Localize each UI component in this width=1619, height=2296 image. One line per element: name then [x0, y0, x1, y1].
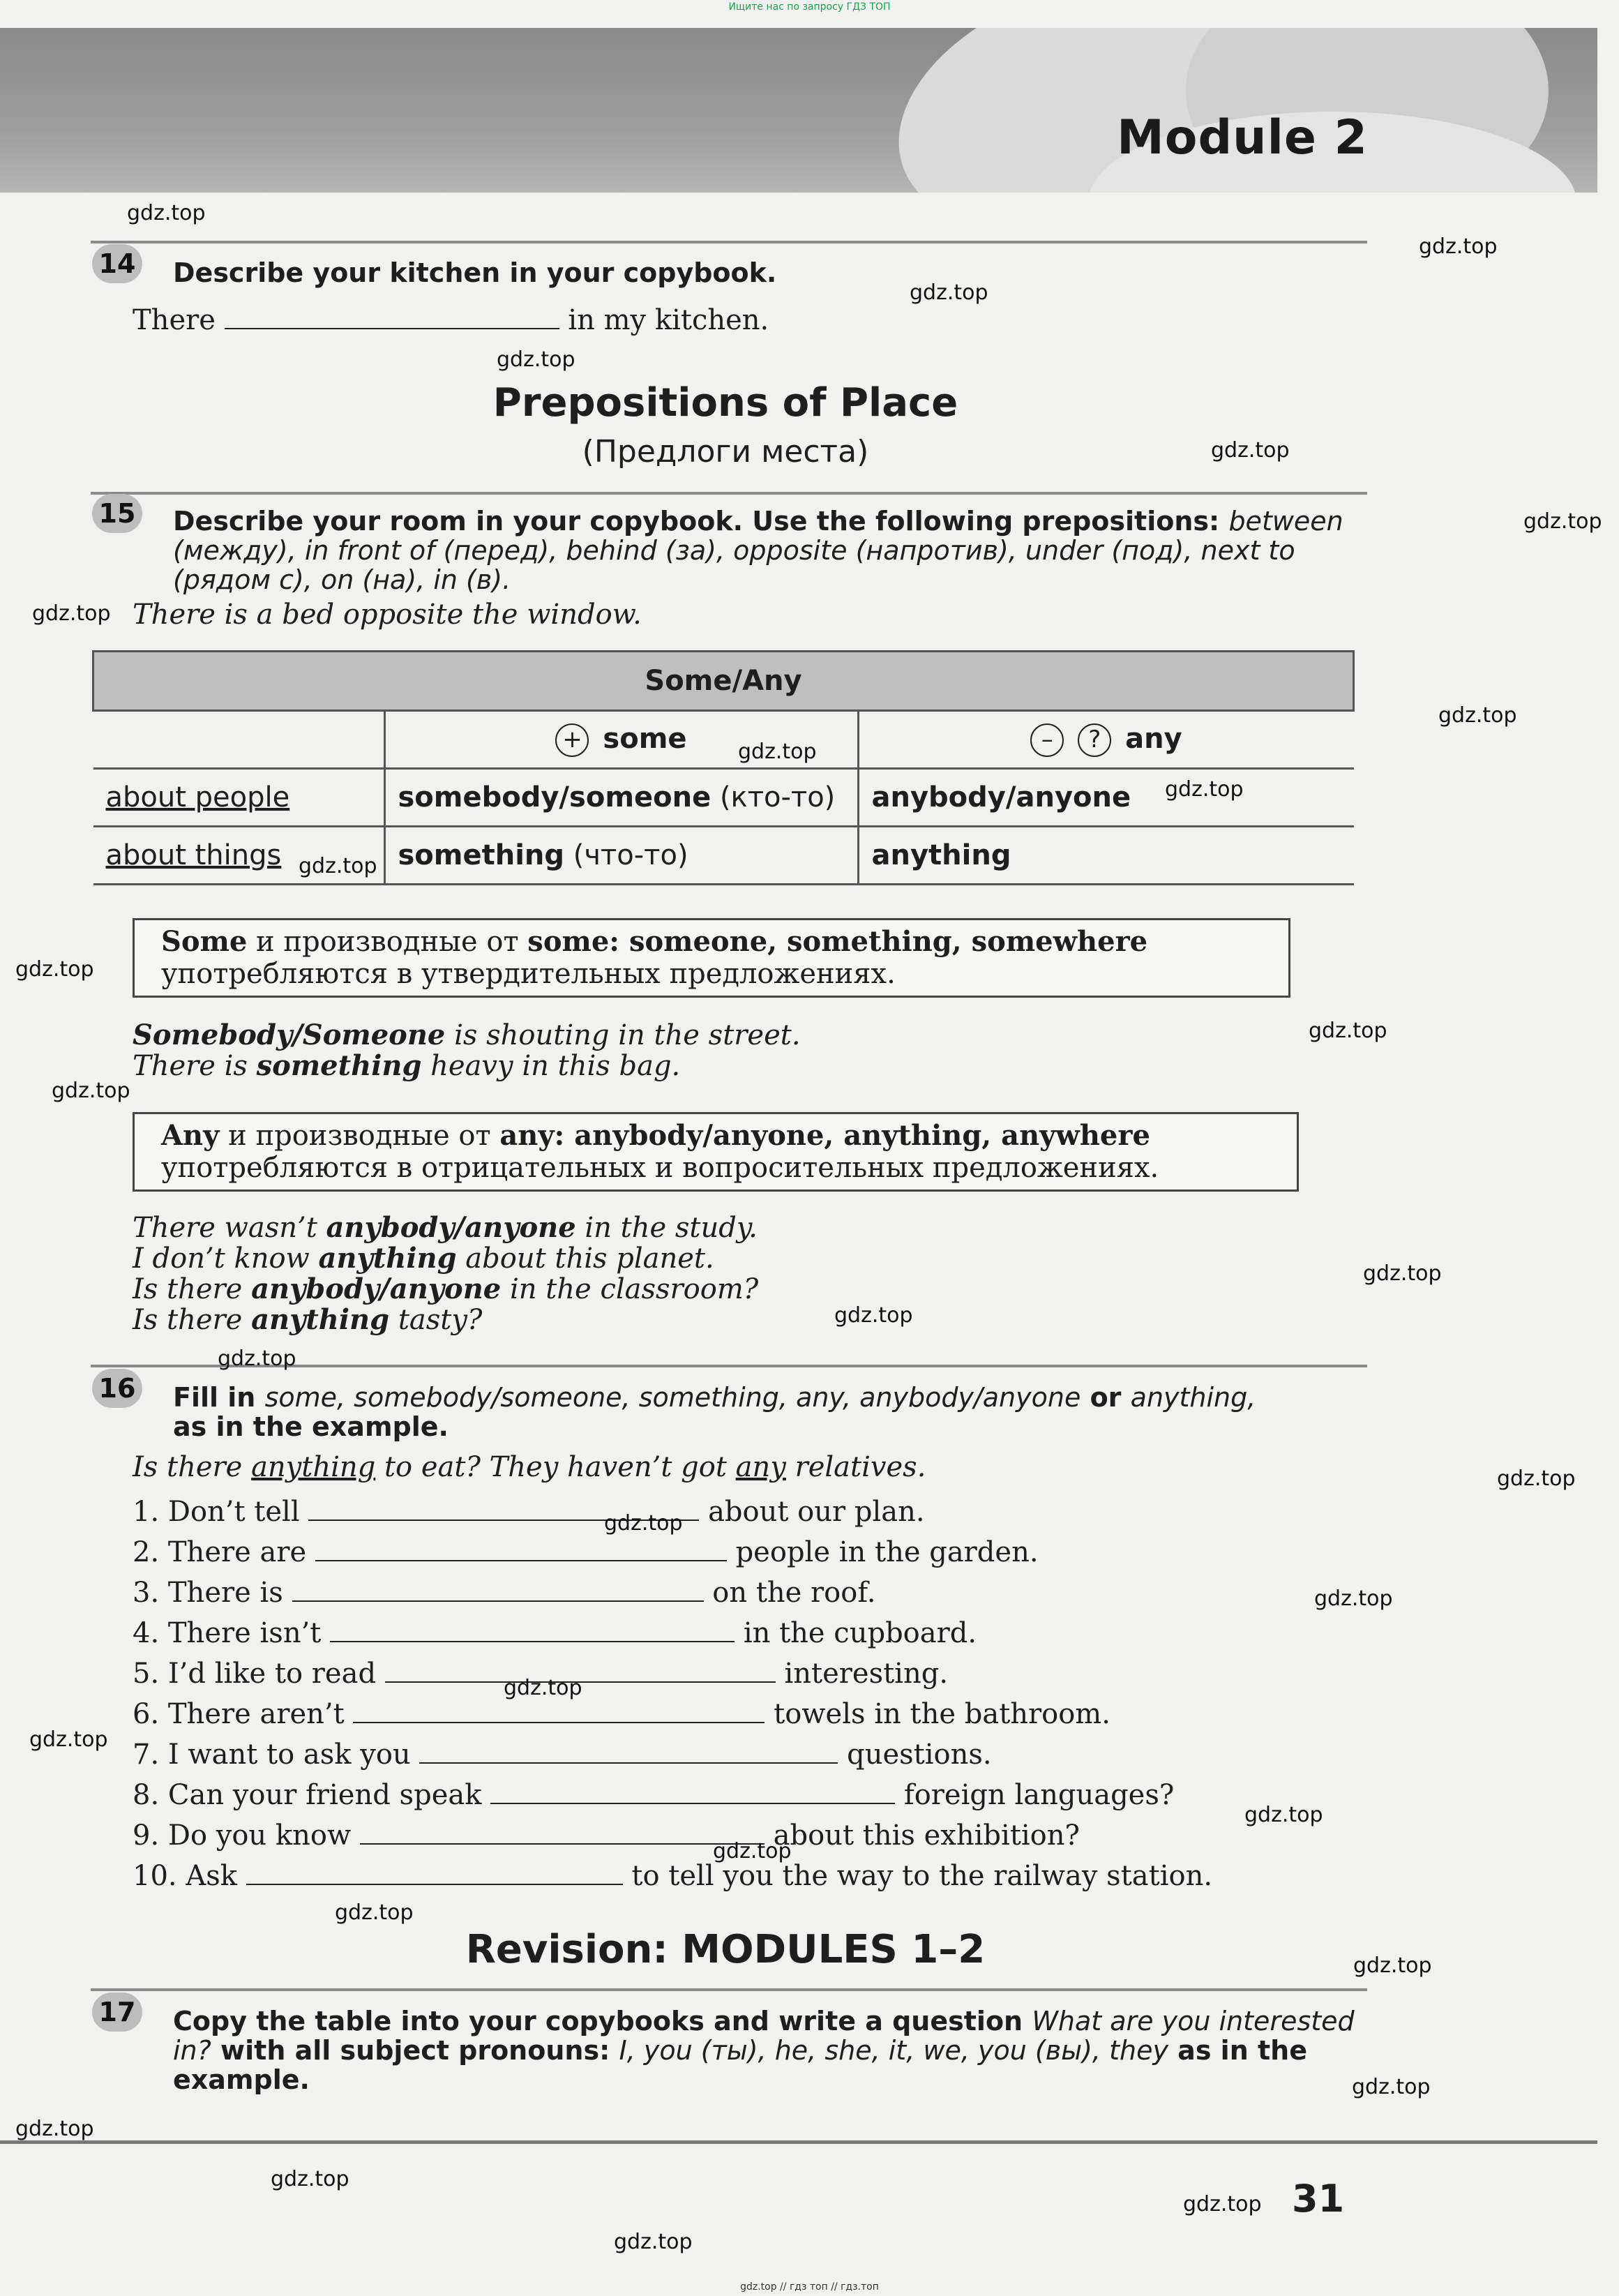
rule-box-any: [133, 1112, 1299, 1192]
minus-icon: –: [1030, 723, 1064, 757]
rule-some-forms: some: someone, something, somewhere: [527, 925, 1148, 958]
list-item: 1. Don’t tell about our plan.: [133, 1496, 925, 1528]
table-corner-cell: [93, 711, 385, 769]
watermark: gdz.top: [1438, 703, 1517, 728]
list-item: 8. Can your friend speak foreign languages?: [133, 1779, 1175, 1811]
list-item: 9. Do you know about this exhibition?: [133, 1819, 1080, 1852]
top-site-note: Ищите нас по запросу ГДЗ ТОП: [728, 1, 891, 13]
watermark: gdz.top: [1419, 234, 1498, 259]
some-cell: [384, 769, 858, 827]
question-icon: ?: [1078, 723, 1111, 757]
table-header-any: [858, 711, 1354, 769]
any-examples: [133, 1213, 758, 1335]
exercise-14-instruction: Describe your kitchen in your copybook.: [173, 257, 777, 288]
watermark: gdz.top: [15, 957, 94, 982]
list-item: 5. I’d like to read interesting.: [133, 1658, 949, 1690]
watermark: gdz.top: [497, 347, 575, 372]
page-number: 31: [1292, 2177, 1345, 2221]
watermark: gdz.top: [127, 201, 206, 225]
rule-some-usage: употребляются в утвердительных предложениях.: [161, 958, 896, 990]
rule-any-text: и производные от: [219, 1120, 500, 1152]
watermark: gdz.top: [1363, 1261, 1442, 1286]
watermark: gdz.top: [1523, 509, 1602, 534]
list-item: 7. I want to ask you questions.: [133, 1739, 992, 1771]
watermark: gdz.top: [218, 1346, 296, 1371]
watermark: gdz.top: [738, 740, 817, 764]
column-any-label: any: [1125, 722, 1182, 755]
rule-any-keyword: Any: [161, 1119, 220, 1152]
exercise-17-instruction: Copy the table into your copybooks and write a question What are you interested in? with all subject pronouns: I, you (ты), he, she, it, we, you (вы), they as in the example.: [173, 2006, 1355, 2095]
example-line: I don’t know anything about this planet.: [133, 1242, 714, 1275]
exercise-number-14: 14: [92, 244, 142, 283]
answer-blank[interactable]: [330, 1617, 735, 1642]
exercise-14-line: [133, 304, 769, 336]
example-line: There wasn’t anybody/anyone in the study.: [133, 1211, 758, 1244]
any-cell: anything: [858, 827, 1354, 885]
table-title: Some/Any: [93, 652, 1354, 711]
watermark: gdz.top: [1314, 1586, 1393, 1611]
some-translation: (что-то): [573, 839, 688, 871]
rule-some-text: и производные от: [247, 926, 528, 958]
watermark: gdz.top: [614, 2230, 693, 2254]
watermark: gdz.top: [910, 280, 988, 305]
exercise-number-16: 16: [92, 1369, 142, 1408]
revision-title: Revision: MODULES 1–2: [465, 1927, 986, 1972]
example-line: Is there anything tasty?: [133, 1303, 483, 1336]
answer-blank[interactable]: [246, 1860, 623, 1885]
some-form: somebody/someone: [398, 781, 711, 813]
watermark: gdz.top: [713, 1839, 792, 1863]
example-line: Is there anybody/anyone in the classroom?: [133, 1273, 759, 1305]
answer-blank[interactable]: [225, 304, 559, 329]
exercise-16-example: Is there anything to eat? They haven’t got any relatives.: [133, 1451, 926, 1483]
watermark: gdz.top: [15, 2117, 94, 2141]
exercise-14-line-start: There: [133, 304, 216, 336]
watermark: gdz.top: [1183, 2192, 1262, 2216]
watermark: gdz.top: [1352, 2075, 1431, 2099]
any-cell: anybody/anyone: [858, 769, 1354, 827]
divider: [91, 241, 1367, 243]
exercise-15-example: There is a bed opposite the window.: [133, 599, 642, 631]
list-item: 4. There isn’t in the cupboard.: [133, 1617, 977, 1649]
divider: [91, 492, 1367, 495]
watermark: gdz.top: [29, 1727, 108, 1752]
module-title: Module 2: [1117, 110, 1368, 165]
footer-rule: [0, 2140, 1597, 2144]
column-some-label: some: [603, 722, 687, 755]
exercise-15-instruction-bold: Describe your room in your copybook. Use the following prepositions:: [173, 506, 1220, 537]
exercise-number-17: 17: [92, 1993, 142, 2032]
list-item: 6. There aren’t towels in the bathroom.: [133, 1698, 1110, 1730]
watermark: gdz.top: [1165, 777, 1244, 802]
rule-any-usage: употребляются в отрицательных и вопросительных предложениях.: [161, 1152, 1159, 1184]
watermark: gdz.top: [504, 1676, 582, 1700]
table-row: [93, 827, 1354, 885]
bottom-site-note: gdz.top // гдз топ // гдз.топ: [740, 2281, 879, 2293]
exercise-16-instruction: Fill in some, somebody/someone, something, any, anybody/anyone or anything, as in the example.: [173, 1382, 1256, 1442]
watermark: gdz.top: [834, 1303, 913, 1328]
rule-any-forms: any: anybody/anyone, anything, anywhere: [499, 1119, 1150, 1152]
watermark: gdz.top: [1244, 1803, 1323, 1827]
example-line: There is something heavy in this bag.: [133, 1049, 681, 1082]
answer-blank[interactable]: [292, 1577, 704, 1602]
list-item: 3. There is on the roof.: [133, 1577, 876, 1609]
some-form: something: [398, 839, 565, 871]
watermark: gdz.top: [52, 1079, 130, 1103]
rule-some-keyword: Some: [161, 925, 248, 958]
watermark: gdz.top: [1211, 438, 1290, 463]
exercise-16-items: [133, 1492, 1212, 1896]
list-item: 10. Ask to tell you the way to the railway station.: [133, 1860, 1213, 1892]
answer-blank[interactable]: [360, 1819, 765, 1845]
rule-box-some: [133, 918, 1290, 998]
watermark: gdz.top: [1353, 1953, 1432, 1978]
section-title: Prepositions of Place: [492, 380, 958, 426]
some-cell: [384, 827, 858, 885]
divider: [91, 1988, 1367, 1991]
answer-blank[interactable]: [490, 1779, 895, 1804]
answer-blank[interactable]: [419, 1739, 838, 1764]
exercise-number-15: 15: [92, 494, 142, 533]
section-subtitle: (Предлоги места): [582, 434, 869, 470]
watermark: gdz.top: [335, 1900, 414, 1925]
exercise-15-instruction: [173, 507, 1367, 594]
exercise-15-prepositions: between (между), in front of (перед), behind (за), opposite (напротив), under (под), next to (рядом с), on (на), in (в).: [173, 506, 1343, 595]
watermark: gdz.top: [1497, 1466, 1576, 1491]
list-item: 2. There are people in the garden.: [133, 1536, 1039, 1568]
watermark: gdz.top: [271, 2167, 349, 2191]
some-examples: [133, 1020, 801, 1081]
watermark: gdz.top: [1309, 1019, 1387, 1043]
watermark: gdz.top: [32, 601, 111, 626]
some-translation: (кто-то): [719, 781, 836, 813]
answer-blank[interactable]: [353, 1698, 765, 1723]
answer-blank[interactable]: [315, 1536, 727, 1561]
row-label: about people: [93, 769, 385, 827]
some-any-table: [92, 650, 1355, 885]
watermark: gdz.top: [604, 1511, 683, 1536]
row-label: about things: [93, 827, 385, 885]
plus-icon: +: [555, 723, 589, 757]
example-line: Somebody/Someone is shouting in the street.: [133, 1019, 801, 1051]
exercise-14-line-end: in my kitchen.: [568, 304, 769, 336]
watermark: gdz.top: [299, 854, 377, 878]
